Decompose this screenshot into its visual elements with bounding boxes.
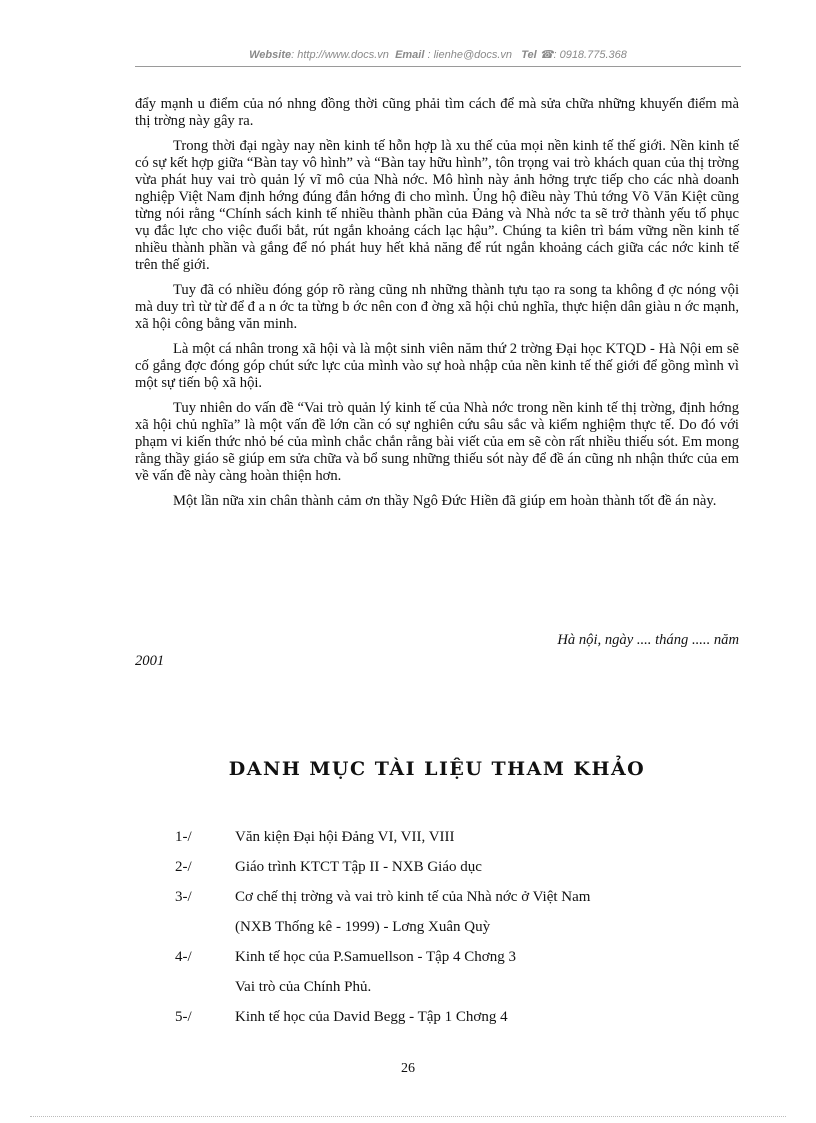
reference-item	[175, 887, 735, 917]
reference-number: 1-/	[175, 829, 192, 845]
website-label: Website	[249, 49, 292, 61]
email-label: Email	[395, 49, 425, 61]
paragraph-6: Một lần nữa xin chân thành cảm ơn thầy Ngô Đức Hiền đã giúp em hoàn thành tốt đề án này.	[173, 493, 717, 509]
paragraph-4: Là một cá nhân trong xã hội và là một sinh viên năm thứ 2 trờng Đại học KTQD - Hà Nội em sẽ cố gắng đợc đóng góp chút sức lực của mình vào sự hoà nhập của nền kinh tế thế giới để gồng mình vì một sự tiến bộ xã hội.	[135, 341, 739, 391]
reference-item	[175, 977, 735, 1007]
reference-number: 3-/	[175, 889, 192, 905]
reference-text: Cơ chế thị trờng và vai trò kinh tế của Nhà nớc ở Việt Nam	[235, 889, 591, 905]
paragraph-1: đẩy mạnh u điểm của nó nhng đồng thời cũng phải tìm cách để mà sửa chữa những khuyến điểm mà thị trờng này gây ra.	[135, 96, 739, 129]
date-line	[135, 632, 739, 670]
header-divider	[135, 66, 741, 67]
paragraph-3: Tuy đã có nhiều đóng góp rõ ràng cũng nh những thành tựu tạo ra song ta không đ ợc nóng vội mà duy trì từ từ để đ a n ớc ta từng b ớc nên con đ ờng xã hội chủ nghĩa, thực hiện dân giàu n ớc mạnh, xã hội công bằng văn minh.	[135, 282, 739, 332]
reference-item	[175, 857, 735, 887]
paragraph-2: Trong thời đại ngày nay nền kinh tế hỗn hợp là xu thế của mọi nền kinh tế thế giới. Nền kinh tế có sự kết hợp giữa “Bàn tay vô hình” và “Bàn tay hữu hình”, tôn trọng vai trò khách quan của thị trờng vừa phát huy vai trò quản lý vĩ mô của Nhà nớc. Mô hình này ảnh hởng trực tiếp cho các nhà doanh nghiệp Việt Nam định hớng đúng đắn hớng đi cho mình. Ủng hộ điều này Thủ tớng Võ Văn Kiệt cũng từng nói rằng “Chính sách kinh tế nhiều thành phần của Đảng và Nhà nớc ta sẽ trở thành yếu tố phục vụ đắc lực cho việc đuổi bắt, rút ngắn khoảng cách lạc hậu”. Chúng ta kiên trì bám vững nền kinh tế nhiều thành phần và gắng để nó phát huy hết khả năng để rút ngắn khoảng cách giữa các nớc kinh tế trên thế giới.	[135, 138, 739, 273]
paragraph-5: Tuy nhiên do vấn đề “Vai trò quản lý kinh tế của Nhà nớc trong nền kinh tế thị trờng, định hớng xã hội chủ nghĩa” là một vấn đề lớn cần có sự nghiên cứu sâu sắc và kiểm nghiệm thực tế. Do đó với phạm vi kiến thức nhỏ bé của mình chắc chắn rằng bài viết của em sẽ còn rất nhiều thiếu sót. Em mong rằng thầy giáo sẽ giúp em sửa chữa và bổ sung những thiếu sót này để đề án cũng nh nhận thức của em về vấn đề này càng hoàn thiện hơn.	[135, 400, 739, 484]
reference-text: Vai trò của Chính Phủ.	[235, 979, 372, 995]
reference-number: 4-/	[175, 949, 192, 965]
reference-text: (NXB Thống kê - 1999) - Lơng Xuân Quỳ	[235, 919, 491, 935]
reference-text: Kinh tế học của David Begg - Tập 1 Chơng 4	[235, 1009, 508, 1025]
page-header	[135, 48, 741, 61]
website-value: : http://www.docs.vn	[291, 49, 389, 61]
date-line-year: 2001	[135, 653, 165, 669]
document-body	[135, 96, 739, 518]
reference-item	[175, 917, 735, 947]
reference-number: 2-/	[175, 859, 192, 875]
tel-value: : 0918.775.368	[553, 49, 627, 61]
references-list	[175, 827, 735, 1037]
reference-item	[175, 947, 735, 977]
reference-item	[175, 1007, 735, 1037]
reference-text: Kinh tế học của P.Samuellson - Tập 4 Chơng 3	[235, 949, 516, 965]
reference-text: Giáo trình KTCT Tập II - NXB Giáo dục	[235, 859, 482, 875]
page-number: 26	[401, 1061, 415, 1076]
phone-icon: ☎	[539, 49, 554, 61]
reference-number: 5-/	[175, 1009, 192, 1025]
email-value: : lienhe@docs.vn	[427, 49, 513, 61]
reference-item	[175, 827, 735, 857]
reference-text: Văn kiện Đại hội Đảng VI, VII, VIII	[235, 829, 455, 845]
footer-divider	[30, 1116, 786, 1117]
tel-label: Tel	[521, 49, 537, 61]
references-heading: DANH MỤC TÀI LIỆU THAM KHẢO	[228, 758, 646, 780]
date-line-main: Hà nội, ngày .... tháng ..... năm	[557, 632, 739, 648]
